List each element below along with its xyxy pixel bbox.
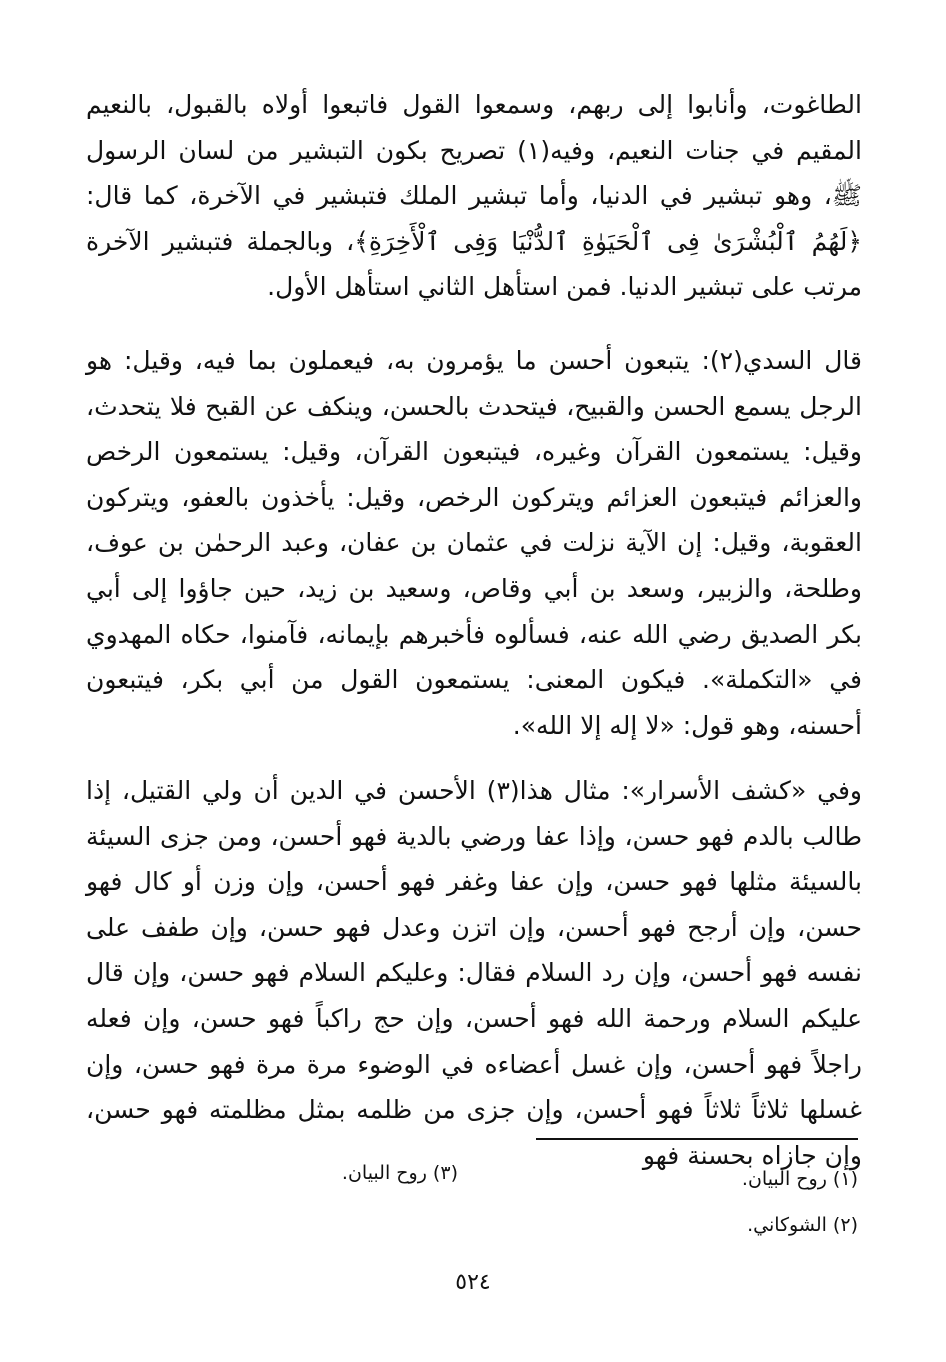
footnote-2: (٢) الشوكاني. (747, 1214, 858, 1236)
footnote-1: (١) روح البيان. (741, 1168, 858, 1190)
page-number: ٥٢٤ (455, 1270, 491, 1295)
paragraph-2: قال السدي(٢): يتبعون أحسن ما يؤمرون به، فيعملون بما فيه، وقيل: هو الرجل يسمع الحسن والقبيح، فيتحدث بالحسن، وينكف عن القبح فلا يتحدث، وقيل: يستمعون القرآن وغيره، فيتبعون القرآن، وقيل: يستمعون الرخص والعزائم فيتبعون العزائم ويتركون الرخص، وقيل: يأخذون بالعفو، ويتركون العقوبة، وقيل: إن الآية نزلت في عثمان بن عفان، وعبد الرحمٰن بن عوف، وطلحة، والزبير، وسعد بن أبي وقاص، وسعيد بن زيد، حين جاؤوا إلى أبي بكر الصديق رضي الله عنه، فسألوه فأخبرهم بإيمانه، فآمنوا، حكاه المهدوي في «التكملة». فيكون المعنى: يستمعون القول من أبي بكر، فيتبعون أحسنه، وهو قول: «لا إله إلا الله». (86, 346, 862, 740)
paragraph-1: الطاغوت، وأنابوا إلى ربهم، وسمعوا القول فاتبعوا أولاه بالقبول، بالنعيم المقيم في جنات النعيم، وفيه(١) تصريح بكون التبشير من لسان الرسول ﷺ، وهو تبشير في الدنيا، وأما تبشير الملك فتبشير في الآخرة، كما قال: ﴿لَهُمُ ٱلْبُشْرَىٰ فِى ٱلْحَيَوٰةِ ٱلدُّنْيَا وَفِى ٱلْأَخِرَةِ﴾، وبالجملة فتبشير الآخرة مرتب على تبشير الدنيا. فمن استأهل الثاني استأهل الأول. (86, 90, 862, 302)
paragraph-3: وفي «كشف الأسرار»: مثال هذا(٣) الأحسن في الدين أن ولي القتيل، إذا طالب بالدم فهو حسن، وإذا عفا ورضي بالدية فهو أحسن، ومن جزى السيئة بالسيئة مثلها فهو حسن، وإن عفا وغفر فهو أحسن، وإن وزن أو كال فهو حسن، وإن أرجح فهو أحسن، وإن اتزن وعدل فهو حسن، وإن طفف على نفسه فهو أحسن، وإن رد السلام فقال: وعليكم السلام فهو حسن، وإن قال عليكم السلام ورحمة الله فهو أحسن، وإن حج راكباً فهو حسن، وإن فعله راجلاً فهو أحسن، وإن غسل أعضاءه في الوضوء مرة مرة فهو حسن، وإن غسلها ثلاثاً ثلاثاً فهو أحسن، وإن جزى من ظلمه بمثل مظلمته فهو حسن، وإن جازاه بحسنة فهو (86, 776, 862, 1170)
footnote-separator (536, 1138, 858, 1140)
footnote-3: (٣) روح البيان. (341, 1162, 458, 1184)
